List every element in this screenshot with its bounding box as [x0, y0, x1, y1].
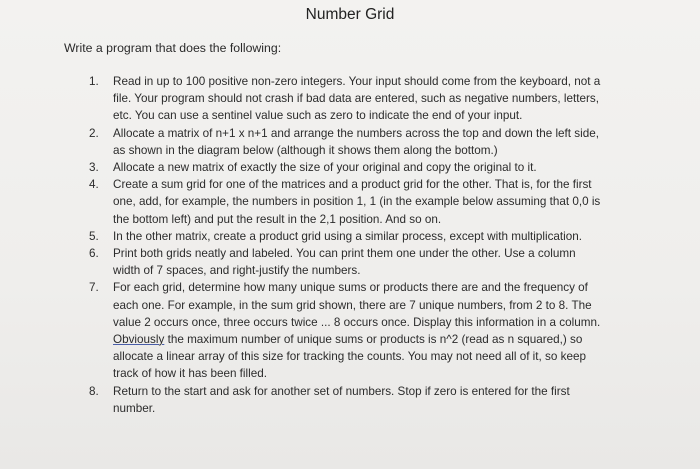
list-item: [89, 279, 669, 382]
item-line: Return to the start and ask for another set of numbers. Stop if zero is entered for the first: [113, 384, 570, 398]
item-number: 6.: [89, 247, 99, 261]
item-text: [113, 228, 669, 245]
item-line: Read in up to 100 positive non-zero integers. Your input should come from the keyboard, not a: [113, 75, 601, 88]
item-line: Create a sum grid for one of the matrices and a product grid for the other. That is, for the first: [113, 178, 592, 192]
item-line: as shown in the diagram below (although it shows them along the bottom.): [113, 143, 498, 157]
list-item: [89, 228, 669, 245]
list-item: [89, 176, 669, 228]
item-line: track of how it has been filled.: [113, 367, 267, 381]
item-text: [113, 383, 669, 417]
item-number: 1.: [89, 75, 99, 88]
item-line: For each grid, determine how many unique sums or products there are and the frequency of: [113, 281, 588, 295]
item-text: [113, 73, 669, 125]
list-item: [89, 73, 669, 125]
item-text: [113, 279, 669, 382]
item-line: one, add, for example, the numbers in position 1, 1 (in the example below assuming that 0,0 is: [113, 195, 601, 209]
list-item: [89, 125, 669, 159]
item-line: number.: [113, 401, 156, 415]
item-line: each one. For example, in the sum grid shown, there are 7 unique numbers, from 2 to 8. The: [113, 298, 592, 312]
item-number: 4.: [89, 178, 99, 192]
item-text: [113, 245, 669, 279]
item-line: value 2 occurs once, three occurs twice ... 8 occurs once. Display this information in a column.: [113, 315, 601, 329]
underlined-word: Obviously: [113, 333, 165, 347]
list-item: [89, 245, 669, 279]
item-line: file. Your program should not crash if bad data are entered, such as negative numbers, letters,: [113, 92, 599, 106]
list-item: [89, 159, 669, 176]
list-item: [89, 383, 669, 417]
item-number: 7.: [89, 281, 99, 295]
instruction-list: [89, 73, 669, 417]
item-text: [113, 125, 669, 159]
item-line: Obviously the maximum number of unique sums or products is n^2 (read as n squared,) so: [113, 333, 583, 347]
item-line: the bottom left) and put the result in the 2,1 position. And so on.: [113, 212, 442, 226]
item-line: Print both grids neatly and labeled. You can print them one under the other. Use a column: [113, 247, 576, 261]
item-line: Allocate a new matrix of exactly the size of your original and copy the original to it.: [113, 161, 537, 175]
item-line: Allocate a matrix of n+1 x n+1 and arrange the numbers across the top and down the left side,: [113, 126, 599, 140]
intro-text: Write a program that does the following:: [64, 41, 282, 55]
item-number: 3.: [89, 161, 99, 175]
item-number: 5.: [89, 229, 99, 243]
item-line: etc. You can use a sentinel value such as zero to indicate the end of your input.: [113, 109, 523, 123]
item-number: 2.: [89, 126, 99, 140]
item-line: In the other matrix, create a product grid using a similar process, except with multiplication.: [113, 229, 583, 243]
item-text: [113, 159, 669, 176]
item-number: 8.: [89, 384, 99, 398]
item-line: allocate a linear array of this size for tracking the counts. You may not need all of it, so keep: [113, 350, 586, 364]
item-text: [113, 176, 669, 228]
page-title: Number Grid: [305, 6, 395, 23]
item-line: width of 7 spaces, and right-justify the numbers.: [113, 264, 361, 278]
